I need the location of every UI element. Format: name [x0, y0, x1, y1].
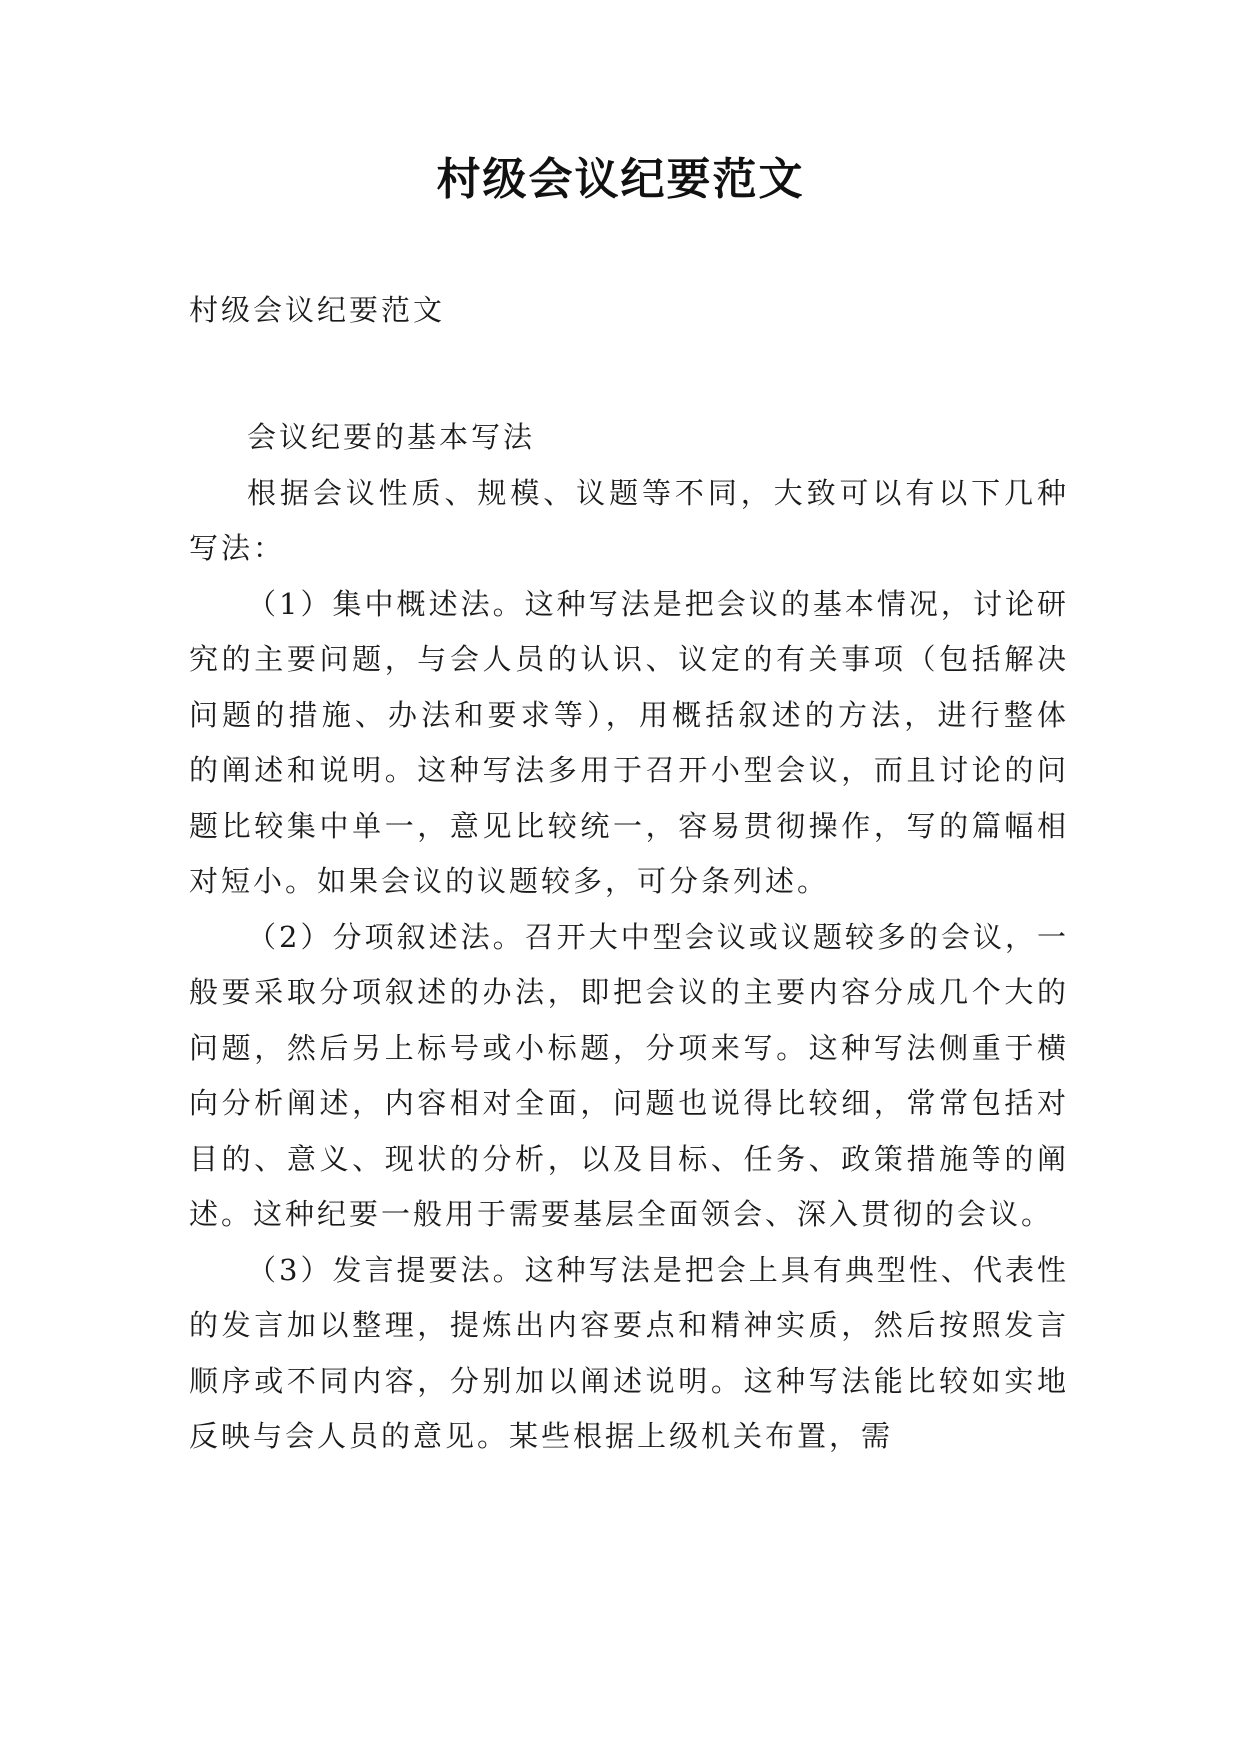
document-body [189, 410, 1069, 1465]
paragraph-method-3: （3）发言提要法。这种写法是把会上具有典型性、代表性的发言加以整理，提炼出内容要点和精神实质，然后按照发言顺序或不同内容，分别加以阐述说明。这种写法能比较如实地反映与会人员的意见。某些根据上级机关布置，需 [189, 1252, 1069, 1453]
section-heading: 会议纪要的基本写法 [247, 420, 536, 454]
document-title: 村级会议纪要范文 [436, 154, 805, 205]
document-subtitle: 村级会议纪要范文 [189, 293, 446, 327]
paragraph-method-2: （2）分项叙述法。召开大中型会议或议题较多的会议，一般要采取分项叙述的办法，即把会议的主要内容分成几个大的问题，然后另上标号或小标题，分项来写。这种写法侧重于横向分析阐述，内容相对全面，问题也说得比较细，常常包括对目的、意义、现状的分析，以及目标、任务、政策措施等的阐述。这种纪要一般用于需要基层全面领会、深入贯彻的会议。 [189, 919, 1069, 1231]
paragraph-intro: 根据会议性质、规模、议题等不同，大致可以有以下几种写法： [189, 475, 1069, 565]
paragraph-method-1: （1）集中概述法。这种写法是把会议的基本情况，讨论研究的主要问题，与会人员的认识、议定的有关事项（包括解决问题的措施、办法和要求等），用概括叙述的方法，进行整体的阐述和说明。这种写法多用于召开小型会议，而且讨论的问题比较集中单一，意见比较统一，容易贯彻操作，写的篇幅相对短小。如果会议的议题较多，可分条列述。 [189, 586, 1069, 898]
